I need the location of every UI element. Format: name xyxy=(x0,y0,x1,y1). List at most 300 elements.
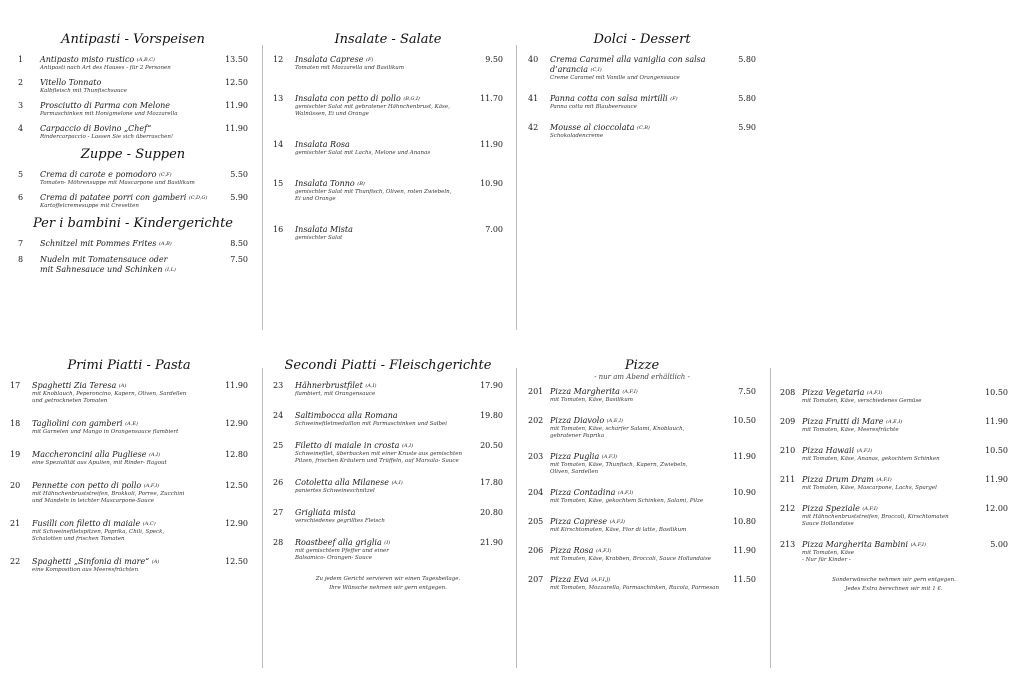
menu-item xyxy=(273,411,503,428)
item-name xyxy=(32,419,218,429)
menu-item xyxy=(528,517,756,534)
menu-item-line xyxy=(273,381,503,391)
item-name xyxy=(802,388,978,398)
item-name-text: Insalata Mista xyxy=(295,225,353,234)
item-name-text: Tagliolini con gamberi xyxy=(32,419,123,428)
item-price: 5.50 xyxy=(230,170,248,179)
item-number: 41 xyxy=(528,94,539,103)
menu-item xyxy=(10,481,248,505)
divider xyxy=(516,45,517,330)
item-price: 11.90 xyxy=(225,124,248,133)
item-price: 11.90 xyxy=(985,475,1008,484)
item-number: 17 xyxy=(10,381,21,390)
menu-item-line xyxy=(780,504,1008,514)
item-name xyxy=(40,55,218,65)
item-description: mit Tomaten, Käse, Mascarpone, Lachs, Spargel xyxy=(802,485,937,491)
item-name-text: Spaghetti „Sinfonia di mare“ xyxy=(32,557,150,566)
item-name xyxy=(40,170,218,180)
item-name-text: Prosciutto di Parma con Melone xyxy=(40,101,171,110)
item-name xyxy=(550,546,726,556)
section-primi xyxy=(10,358,248,588)
allergen-codes: (A,F,I) xyxy=(609,519,625,525)
item-name-text: Filetto di maiale in crosta xyxy=(295,441,400,450)
allergen-codes: (A,F,I) xyxy=(867,390,883,396)
item-description: Parmaschinken mit Honigmelone und Mozzarella xyxy=(40,111,178,117)
item-description: gemischter Salat xyxy=(295,235,343,241)
item-number: 210 xyxy=(780,446,796,455)
item-name-text: Insalata Rosa xyxy=(295,140,350,149)
item-number: 4 xyxy=(18,124,24,133)
item-description: verschiedenes gegrilltes Fleisch xyxy=(295,518,385,524)
item-name-text: Hähnerbrustfilet xyxy=(295,381,363,390)
item-price: 9.50 xyxy=(485,55,503,64)
note: Sonderwünsche nehmen wir gern entgegen. xyxy=(832,577,956,583)
item-name xyxy=(550,416,726,426)
item-price: 5.90 xyxy=(738,123,756,132)
item-name xyxy=(32,381,218,391)
section-secondi xyxy=(273,358,503,593)
item-price: 20.50 xyxy=(480,441,503,450)
menu-item-line xyxy=(18,55,248,65)
item-description: mit Tomaten, Käse, verschiedenes Gemüse xyxy=(802,398,922,404)
menu-item xyxy=(528,575,756,592)
menu-item-line xyxy=(273,478,503,488)
item-name-text: Cotoletta alla Milanese xyxy=(295,478,390,487)
menu-item xyxy=(273,478,503,495)
menu-item-line xyxy=(10,381,248,391)
item-price: 11.90 xyxy=(225,381,248,390)
item-description: Panna cotta mit Blaubeersauce xyxy=(550,104,637,110)
item-number: 211 xyxy=(780,475,796,484)
item-name-text: Pizza Hawaii xyxy=(802,446,855,455)
item-name xyxy=(802,540,978,550)
item-description: mit Tomaten, Käse, gekochtem Schinken, Salami, Pilze xyxy=(550,498,704,504)
item-name-text: Spaghetti Zia Teresa xyxy=(32,381,117,390)
menu-item xyxy=(273,94,503,118)
item-name-text: Pizza Eva xyxy=(550,575,589,584)
item-price: 5.90 xyxy=(230,193,248,202)
item-name-text: Pennette con petto di pollo xyxy=(32,481,142,490)
item-number: 18 xyxy=(10,419,21,428)
item-price: 13.50 xyxy=(225,55,248,64)
allergen-codes: (A,E,I) xyxy=(886,419,903,425)
item-name-text: Pizza Margherita xyxy=(550,387,620,396)
item-description: Tomaten- Möhrensuppe mit Mascarpone und Basilikum xyxy=(40,180,195,186)
allergen-codes: (I) xyxy=(384,540,391,546)
item-name xyxy=(295,441,473,451)
allergen-codes: (A,F,I) xyxy=(876,477,892,483)
item-name-text: Crema di patatee porri con gamberi xyxy=(40,193,187,202)
item-number: 209 xyxy=(780,417,796,426)
allergen-codes: (A,F,I) xyxy=(595,548,612,554)
menu-item xyxy=(528,452,756,476)
menu-list xyxy=(528,387,756,592)
menu-item xyxy=(528,55,756,82)
allergen-codes: (A,F,I) xyxy=(910,542,926,548)
item-description: mit Tomaten, Käse, Basilikum xyxy=(550,397,633,403)
item-description: eine Spezialität aus Apulien, mit Rinder- Ragout xyxy=(32,460,167,466)
item-description: eine Komposition aus Meeresfrüchten xyxy=(32,567,139,573)
menu-list xyxy=(10,381,248,574)
allergen-codes: (B) xyxy=(357,181,365,187)
item-name-text: Pizza Vegetaria xyxy=(802,388,865,397)
item-price: 11.70 xyxy=(480,94,503,103)
item-description: mit Tomaten, Mozzarella, Parmaschinken, Rucola, Parmesan xyxy=(550,585,719,591)
item-name-text: Panna cotta con salsa mirtilli xyxy=(550,94,668,103)
item-number: 20 xyxy=(10,481,21,490)
item-description: flambiert, mit Orangensauce xyxy=(295,391,376,397)
allergen-codes: (F) xyxy=(670,96,678,102)
menu-item-line xyxy=(528,55,756,75)
item-description: gemischter Salat mit Lachs, Melone und Ananas xyxy=(295,150,431,156)
menu-item-line xyxy=(10,450,248,460)
section-dolci xyxy=(528,32,756,152)
item-price: 12.90 xyxy=(225,419,248,428)
item-price: 7.50 xyxy=(230,255,248,264)
section-title: Antipasti - Vorspeisen xyxy=(61,32,205,47)
item-number: 2 xyxy=(18,78,24,87)
item-number: 15 xyxy=(273,179,284,188)
section-title: Dolci - Dessert xyxy=(593,32,691,47)
item-number: 201 xyxy=(528,387,544,396)
item-price: 11.50 xyxy=(733,575,756,584)
item-number: 23 xyxy=(273,381,284,390)
menu-item-line xyxy=(780,388,1008,398)
item-number: 21 xyxy=(10,519,21,528)
divider xyxy=(262,368,263,668)
item-number: 205 xyxy=(528,517,544,526)
menu-item xyxy=(273,508,503,525)
menu-list xyxy=(273,381,503,562)
menu-item-line xyxy=(10,519,248,529)
menu-item-line xyxy=(273,441,503,451)
item-description: mit gemischtem Pfeffer und einer Balsamico- Orangen- Sauce xyxy=(295,548,389,561)
item-name xyxy=(295,381,473,391)
note: Jedes Extra berechnen wir mit 1 €. xyxy=(845,586,943,592)
item-name-text: Mousse al cioccolata xyxy=(550,123,635,132)
item-description: Kartoffelcremesuppe mit Crevetten xyxy=(40,203,139,209)
menu-item xyxy=(18,124,248,141)
item-price: 19.80 xyxy=(480,411,503,420)
item-name-text: Insalata con petto di pollo xyxy=(295,94,401,103)
menu-list xyxy=(18,239,248,275)
menu-item xyxy=(273,381,503,398)
item-name-text: Pizza Margherita Bambini xyxy=(802,540,909,549)
divider xyxy=(770,368,771,668)
item-price: 11.90 xyxy=(480,140,503,149)
item-name xyxy=(550,94,726,104)
menu-item-line xyxy=(10,419,248,429)
item-number: 1 xyxy=(18,55,24,64)
menu-item xyxy=(273,55,503,72)
menu-item xyxy=(18,55,248,72)
item-number: 40 xyxy=(528,55,539,64)
item-name xyxy=(32,450,218,460)
menu-item-line xyxy=(528,94,756,104)
item-price: 8.50 xyxy=(230,239,248,248)
menu-list xyxy=(528,55,756,140)
item-name-text: Crema di carote e pomodoro xyxy=(40,170,157,179)
item-description: mit Knoblauch, Peperoncino, Kapern, Oliven, Sardellen und getrockneten Tomaten xyxy=(32,391,187,404)
allergen-codes: (C,D,G) xyxy=(188,195,208,201)
menu-item xyxy=(10,419,248,436)
item-name-text: Maccheroncini alla Pugliese xyxy=(32,450,147,459)
item-name-text: Pizza Drum Dram xyxy=(802,475,874,484)
item-price: 17.90 xyxy=(480,381,503,390)
section-pizze-2 xyxy=(780,388,1008,594)
menu-item xyxy=(18,101,248,118)
item-price: 12.80 xyxy=(225,450,248,459)
item-description: Kalbfleisch mit Thunfischsauce xyxy=(40,88,127,94)
menu-item xyxy=(780,475,1008,492)
menu-item-line xyxy=(780,540,1008,550)
allergen-codes: (A,F,I) xyxy=(143,483,160,489)
item-price: 5.00 xyxy=(990,540,1008,549)
item-name xyxy=(550,517,726,527)
item-price: 10.80 xyxy=(733,517,756,526)
item-number: 207 xyxy=(528,575,544,584)
menu-item-line xyxy=(18,101,248,111)
item-name-text: Fusilli con filetto di maiale xyxy=(32,519,141,528)
menu-item xyxy=(18,78,248,95)
item-name-text: Grigliata mista xyxy=(295,508,356,517)
item-name xyxy=(295,478,473,488)
menu-item-line xyxy=(528,546,756,556)
item-name xyxy=(40,239,218,249)
divider xyxy=(516,368,517,668)
item-description: mit Tomaten, Käse - Nur für Kinder - xyxy=(802,550,854,563)
menu-item-line xyxy=(528,452,756,462)
item-price: 11.90 xyxy=(225,101,248,110)
menu-list xyxy=(18,55,248,141)
item-number: 13 xyxy=(273,94,284,103)
item-number: 7 xyxy=(18,239,24,248)
allergen-codes: (A,F,I) xyxy=(601,454,618,460)
item-name-text: Insalata Tonno xyxy=(295,179,355,188)
menu-item xyxy=(10,450,248,467)
menu-item xyxy=(528,387,756,404)
item-name xyxy=(550,488,726,498)
menu-item xyxy=(780,388,1008,405)
menu-item-line xyxy=(273,225,503,235)
item-name-text: Antipasto misto rustico xyxy=(40,55,135,64)
section-antipasti xyxy=(18,32,248,281)
item-price: 20.80 xyxy=(480,508,503,517)
item-name xyxy=(295,225,473,235)
allergen-codes: (A) xyxy=(118,383,127,389)
item-name xyxy=(295,140,473,150)
item-name xyxy=(40,78,218,88)
item-number: 203 xyxy=(528,452,544,461)
allergen-codes: (C,B) xyxy=(637,125,650,131)
item-price: 12.50 xyxy=(225,481,248,490)
allergen-codes: (A,I) xyxy=(365,383,377,389)
item-price: 11.90 xyxy=(733,546,756,555)
allergen-codes: (A,B,C) xyxy=(136,57,155,63)
item-price: 12.90 xyxy=(225,519,248,528)
menu-item xyxy=(273,225,503,242)
item-number: 22 xyxy=(10,557,21,566)
allergen-codes: (B,G,I) xyxy=(403,96,420,102)
note: Ihre Wünsche nehmen wir gern entgegen. xyxy=(329,585,447,591)
menu-item-line xyxy=(18,170,248,180)
menu-item-line xyxy=(10,481,248,491)
item-name-text: Pizza Speziale xyxy=(802,504,860,513)
section-title: Insalate - Salate xyxy=(334,32,442,47)
item-name xyxy=(40,193,218,203)
allergen-codes: (A,E,I) xyxy=(606,418,624,424)
menu-list xyxy=(18,170,248,210)
item-price: 5.80 xyxy=(738,94,756,103)
item-number: 24 xyxy=(273,411,284,420)
menu-item-line xyxy=(273,411,503,421)
item-price: 7.00 xyxy=(485,225,503,234)
item-price: 10.50 xyxy=(733,416,756,425)
item-description: Schweinefilet, überbacken mit einer Kruste aus gemischten Pilzen, frischen Kräutern und Trüffeln, auf Marsala- Sauce xyxy=(295,451,463,464)
item-name-text: Pizza Frutti di Mare xyxy=(802,417,884,426)
item-price: 12.50 xyxy=(225,557,248,566)
item-number: 16 xyxy=(273,225,284,234)
item-name xyxy=(802,475,978,485)
allergen-codes: (A) xyxy=(151,559,160,565)
item-description: Antipasti nach Art des Hauses - für 2 Personen xyxy=(40,65,171,71)
item-description: Tomaten mit Mozzarella und Basilikum xyxy=(295,65,405,71)
item-description: mit Tomaten, Käse, scharfer Salami, Knoblauch, gebratener Paprika xyxy=(550,426,685,439)
item-price: 10.50 xyxy=(985,446,1008,455)
section-title: Zuppe - Suppen xyxy=(80,147,186,162)
allergen-codes: (A,F,I,J) xyxy=(591,577,611,583)
item-description: Rindercarpaccio - Lassen Sie sich überraschen! xyxy=(40,134,174,140)
menu-item-line xyxy=(780,417,1008,427)
item-name xyxy=(802,446,978,456)
menu-item-line xyxy=(528,416,756,426)
item-name-text: Pizza Contadina xyxy=(550,488,616,497)
item-price: 11.90 xyxy=(733,452,756,461)
item-name xyxy=(40,124,218,134)
item-name xyxy=(295,94,473,104)
item-name-text: Saltimbocca alla Romana xyxy=(295,411,398,420)
item-name xyxy=(32,481,218,491)
section-pizze xyxy=(528,358,756,604)
item-name xyxy=(295,538,473,548)
menu-item-line xyxy=(18,78,248,88)
menu-item xyxy=(528,416,756,440)
menu-item-line xyxy=(273,140,503,150)
menu-item-line xyxy=(273,55,503,65)
menu-item-line xyxy=(273,179,503,189)
note: Zu jedem Gericht servieren wir einen Tagesbeilage. xyxy=(315,576,461,582)
menu-item xyxy=(780,417,1008,434)
item-name-text: Pizza Rosa xyxy=(550,546,594,555)
item-name-text: Pizza Diavolo xyxy=(550,416,605,425)
item-description: mit Kirschtomaten, Käse, Fior di latte, Basilikum xyxy=(550,527,687,533)
item-name-text: Pizza Caprese xyxy=(550,517,608,526)
menu-item-line xyxy=(528,575,756,585)
menu-item xyxy=(18,239,248,249)
item-name xyxy=(295,55,473,65)
item-name xyxy=(32,557,218,567)
item-number: 19 xyxy=(10,450,21,459)
item-name xyxy=(40,255,218,275)
allergen-codes: (A,E) xyxy=(125,421,138,427)
item-number: 5 xyxy=(18,170,24,179)
menu-item xyxy=(528,546,756,563)
item-number: 212 xyxy=(780,504,796,513)
item-description: gemischter Salat mit gebratener Hähnchenbrust, Käse, Walnüssen, Ei und Orange xyxy=(295,104,450,117)
item-description: Creme Caramel mit Vanille und Orangensauce xyxy=(550,75,680,81)
item-description: paniertes Schweineschnitzel xyxy=(295,488,375,494)
menu-item-line xyxy=(528,387,756,397)
item-name-text: Nudeln mit Tomatensauce oder mit Sahnesauce und Schinken xyxy=(40,255,168,274)
section-title: Per i bambini - Kindergerichte xyxy=(33,216,233,231)
menu-item xyxy=(10,557,248,574)
item-description: mit Schweinefiletspitzen, Paprika, Chili, Speck, Schalotten und frischen Tomaten xyxy=(32,529,165,542)
allergen-codes: (C,F) xyxy=(158,172,172,178)
item-name xyxy=(550,452,726,462)
item-description: mit Hähnchenbruststreifen, Broccoli, Kirschtomaten Sauce Hollandaise xyxy=(802,514,949,527)
allergen-codes: (A,C) xyxy=(142,521,156,527)
item-name-text: Carpaccio di Bovino „Chef“ xyxy=(40,124,152,133)
item-number: 208 xyxy=(780,388,796,397)
menu-item-line xyxy=(273,538,503,548)
menu-item-line xyxy=(18,124,248,134)
item-price: 10.90 xyxy=(733,488,756,497)
item-description: gemischter Salat mit Thunfisch, Oliven, roten Zwiebeln, Ei und Orange xyxy=(295,189,452,202)
item-number: 202 xyxy=(528,416,544,425)
item-number: 28 xyxy=(273,538,284,547)
item-price: 17.80 xyxy=(480,478,503,487)
menu-list xyxy=(780,388,1008,564)
item-number: 3 xyxy=(18,101,24,110)
item-name xyxy=(550,575,726,585)
allergen-codes: (A,B) xyxy=(158,241,172,247)
allergen-codes: (A,F,I) xyxy=(862,506,878,512)
menu-item xyxy=(528,94,756,111)
menu-item xyxy=(273,179,503,203)
menu-list xyxy=(273,55,503,242)
menu-item-line xyxy=(528,517,756,527)
section-subtitle: - nur am Abend erhältlich - xyxy=(594,373,690,381)
menu-item-line xyxy=(780,446,1008,456)
menu-item xyxy=(18,170,248,187)
section-title: Pizze xyxy=(624,358,660,373)
item-number: 25 xyxy=(273,441,284,450)
item-number: 206 xyxy=(528,546,544,555)
item-name xyxy=(802,504,978,514)
menu-item xyxy=(780,446,1008,463)
allergen-codes: (A,I) xyxy=(391,480,403,486)
allergen-codes: (C,I) xyxy=(590,67,602,73)
item-price: 10.50 xyxy=(985,388,1008,397)
menu-item xyxy=(528,123,756,140)
section-title: Secondi Piatti - Fleischgerichte xyxy=(284,358,492,373)
item-description: mit Tomaten, Käse, Thunfisch, Kapern, Zwiebeln, Oliven, Sardellen xyxy=(550,462,688,475)
menu-item xyxy=(10,519,248,543)
item-name xyxy=(550,387,726,397)
item-number: 6 xyxy=(18,193,24,202)
item-number: 26 xyxy=(273,478,284,487)
item-description: mit Garnelen und Mango in Orangensauce flambiert xyxy=(32,429,179,435)
allergen-codes: (A,I) xyxy=(401,443,414,449)
item-number: 213 xyxy=(780,540,796,549)
item-name-text: Vitello Tonnato xyxy=(40,78,102,87)
menu-item xyxy=(18,193,248,210)
menu-item xyxy=(18,255,248,275)
item-price: 12.50 xyxy=(225,78,248,87)
allergen-codes: (A,F,I) xyxy=(617,490,634,496)
item-description: mit Hähnchenbruststreifen, Brokkoli, Porree, Zucchini und Mandeln in leichter Mascarpone-Sauce xyxy=(32,491,185,504)
item-number: 27 xyxy=(273,508,284,517)
